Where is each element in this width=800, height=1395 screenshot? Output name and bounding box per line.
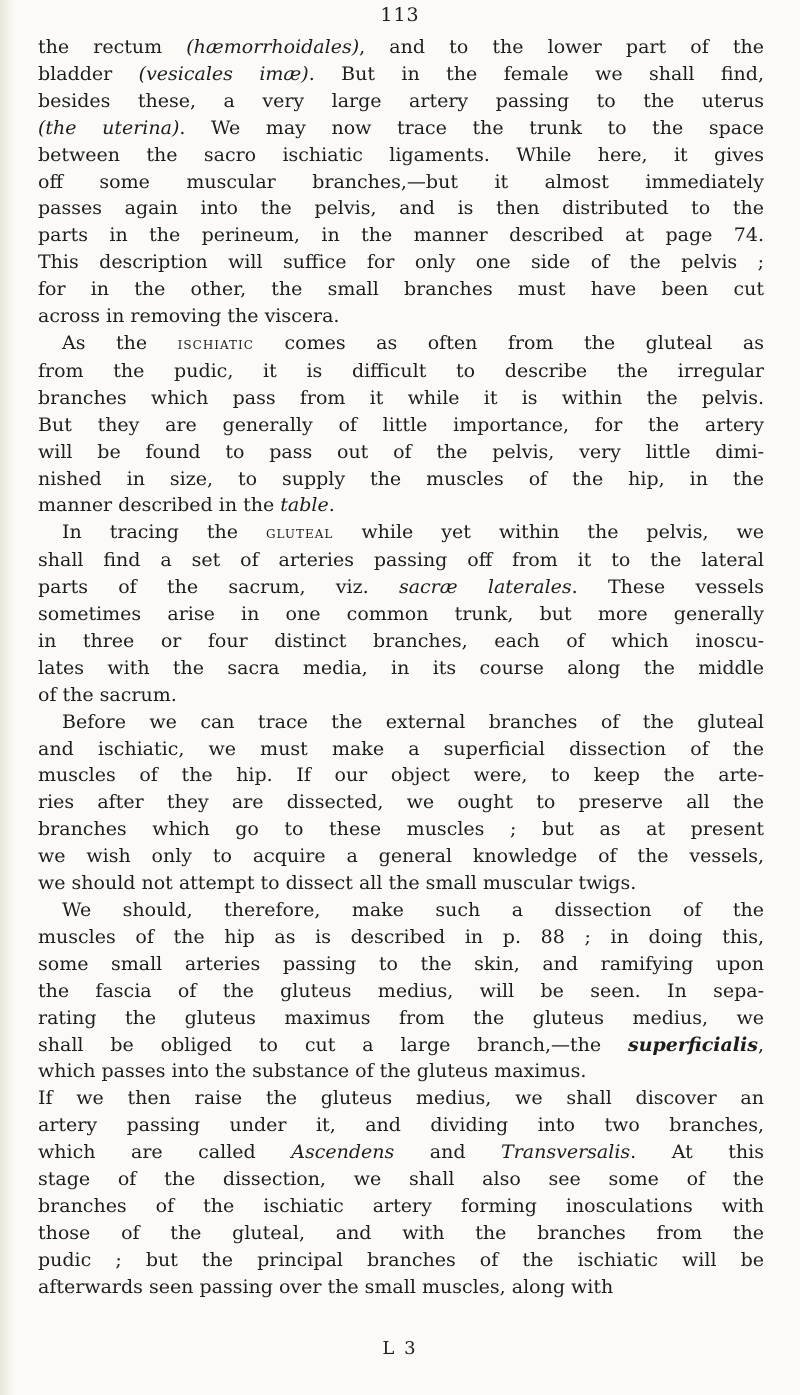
text-line — [38, 142, 764, 169]
text-line — [38, 222, 764, 249]
text-line — [38, 709, 764, 736]
text-run: sometimes arise in one common trunk, but more generally — [38, 603, 764, 626]
text-run: of the sacrum. — [38, 683, 177, 706]
page-number: 113 — [380, 4, 420, 26]
text-line — [38, 303, 764, 330]
text-line — [38, 816, 764, 843]
text-line — [38, 736, 764, 763]
text-line — [38, 1005, 764, 1032]
text-line — [38, 1220, 764, 1247]
text-line — [38, 1247, 764, 1274]
signature-mark: L 3 — [382, 1338, 418, 1359]
text-run: nished in size, to supply the muscles of the hip, in the — [38, 467, 764, 490]
text-run: . We may now trace the trunk to the space — [179, 116, 764, 139]
text-run: muscles of the hip as is described in p. 88 ; in doing this, — [38, 925, 764, 948]
text-line — [38, 951, 764, 978]
body-text — [38, 34, 764, 1301]
text-line — [38, 115, 764, 142]
text-run: those of the gluteal, and with the branches from the — [38, 1221, 764, 1244]
emphasis-text: Transversalis — [501, 1141, 631, 1164]
text-run: . At this — [630, 1141, 764, 1164]
text-run: the fascia of the gluteus medius, will be seen. In sepa- — [38, 979, 764, 1002]
text-line — [38, 655, 764, 682]
text-run: shall find a set of arteries passing off from it to the lateral — [38, 549, 764, 572]
text-run: We should, therefore, make such a dissection of the — [62, 899, 764, 921]
text-line — [38, 1085, 764, 1112]
text-run: which are called — [38, 1141, 292, 1164]
text-run: parts in the perineum, in the manner described at page 74. — [38, 224, 764, 247]
text-run: for in the other, the small branches must have been cut — [38, 278, 764, 301]
text-run: besides these, a very large artery passing to the uterus — [38, 89, 764, 112]
text-line — [38, 762, 764, 789]
text-line — [38, 169, 764, 196]
text-run: lates with the sacra media, in its course along the middle — [38, 656, 764, 679]
text-run: If we then raise the gluteus medius, we shall discover an — [38, 1087, 764, 1110]
text-run: , and to the lower part of the — [359, 36, 764, 58]
text-run: As the — [62, 331, 178, 354]
text-run: ries after they are dissected, we ought to preserve all the — [38, 791, 764, 814]
text-run: bladder — [38, 62, 139, 85]
text-run: afterwards seen passing over the small muscles, along with — [38, 1275, 614, 1298]
text-line — [38, 574, 764, 601]
text-line — [38, 34, 764, 61]
text-line — [38, 385, 764, 412]
text-line — [38, 276, 764, 303]
text-run: In tracing the — [62, 521, 266, 544]
text-run: But they are generally of little importance, for the artery — [38, 413, 764, 436]
text-line — [38, 843, 764, 870]
text-line — [38, 492, 764, 519]
emphasis-text: sacræ laterales — [398, 576, 572, 599]
text-line — [38, 412, 764, 439]
text-line — [38, 1274, 764, 1301]
text-line — [38, 88, 764, 115]
emphasis-text: superficialis — [628, 1033, 758, 1056]
text-run: branches which go to these muscles ; but as at present — [38, 818, 764, 841]
text-line — [38, 897, 764, 924]
text-run: branches of the ischiatic artery forming inosculations with — [38, 1194, 764, 1217]
text-run: parts of the sacrum, viz. — [38, 576, 399, 599]
text-run: we should not attempt to dissect all the small muscular twigs. — [38, 872, 637, 895]
text-run: stage of the dissection, we shall also see some of the — [38, 1168, 764, 1191]
text-run: comes as often from the gluteal as — [253, 331, 765, 354]
text-run: artery passing under it, and dividing into two branches, — [38, 1114, 764, 1137]
text-run: the rectum — [38, 36, 187, 58]
text-run: pudic ; but the principal branches of the ischiatic will be — [38, 1248, 764, 1271]
page-gutter-shadow — [0, 0, 14, 1395]
text-run: across in removing the viscera. — [38, 305, 340, 328]
text-run: and — [394, 1141, 502, 1164]
text-line — [38, 1032, 764, 1059]
text-line — [38, 601, 764, 628]
text-run: manner described in the — [38, 494, 281, 517]
text-line — [38, 628, 764, 655]
text-line — [38, 1058, 764, 1085]
text-run: shall be obliged to cut a large branch,—the — [38, 1033, 628, 1056]
text-line — [38, 1112, 764, 1139]
text-run: rating the gluteus maximus from the gluteus medius, we — [38, 1006, 764, 1029]
emphasis-text: (the uterina) — [38, 116, 180, 139]
emphasis-text: gluteal — [265, 523, 334, 544]
emphasis-text: ischiatic — [177, 333, 254, 354]
text-line — [38, 358, 764, 385]
text-run: Before we can trace the external branches of the gluteal — [62, 710, 764, 733]
text-line — [38, 466, 764, 493]
emphasis-text: (hæmorrhoidales) — [186, 36, 360, 58]
text-line — [38, 870, 764, 897]
emphasis-text: (vesicales imæ) — [138, 62, 309, 85]
text-run: . These vessels — [571, 576, 764, 599]
text-run: . But in the female we shall find, — [308, 62, 764, 85]
text-line — [38, 195, 764, 222]
text-run: some small arteries passing to the skin, and ramifying upon — [38, 952, 764, 975]
text-run: will be found to pass out of the pelvis, very little dimi- — [38, 440, 764, 463]
text-line — [38, 1193, 764, 1220]
text-run: we wish only to acquire a general knowledge of the vessels, — [38, 845, 764, 868]
text-line — [38, 330, 764, 358]
text-line — [38, 789, 764, 816]
text-run: and ischiatic, we must make a superficial dissection of the — [38, 737, 764, 760]
text-line — [38, 924, 764, 951]
text-line — [38, 1166, 764, 1193]
text-line — [38, 439, 764, 466]
text-run: branches which pass from it while it is within the pelvis. — [38, 386, 764, 409]
text-line — [38, 682, 764, 709]
text-run: off some muscular branches,—but it almost immediately — [38, 170, 764, 193]
emphasis-text: Ascendens — [291, 1141, 395, 1164]
text-line — [38, 61, 764, 88]
text-line — [38, 519, 764, 547]
emphasis-text: table — [280, 494, 329, 517]
text-line — [38, 547, 764, 574]
text-run: from the pudic, it is difficult to describe the irregular — [38, 359, 764, 382]
text-run: between the sacro ischiatic ligaments. While here, it gives — [38, 143, 764, 166]
text-line — [38, 249, 764, 276]
text-run: muscles of the hip. If our object were, to keep the arte- — [38, 764, 764, 787]
text-line — [38, 978, 764, 1005]
text-run: which passes into the substance of the gluteus maximus. — [38, 1060, 587, 1083]
text-run: passes again into the pelvis, and is then distributed to the — [38, 197, 764, 220]
text-run: in three or four distinct branches, each of which inoscu- — [38, 629, 764, 652]
text-run: This description will suffice for only one side of the pelvis ; — [38, 251, 764, 274]
text-run: . — [328, 494, 335, 517]
text-run: , — [757, 1033, 764, 1056]
text-line — [38, 1139, 764, 1166]
text-run: while yet within the pelvis, we — [333, 521, 765, 544]
